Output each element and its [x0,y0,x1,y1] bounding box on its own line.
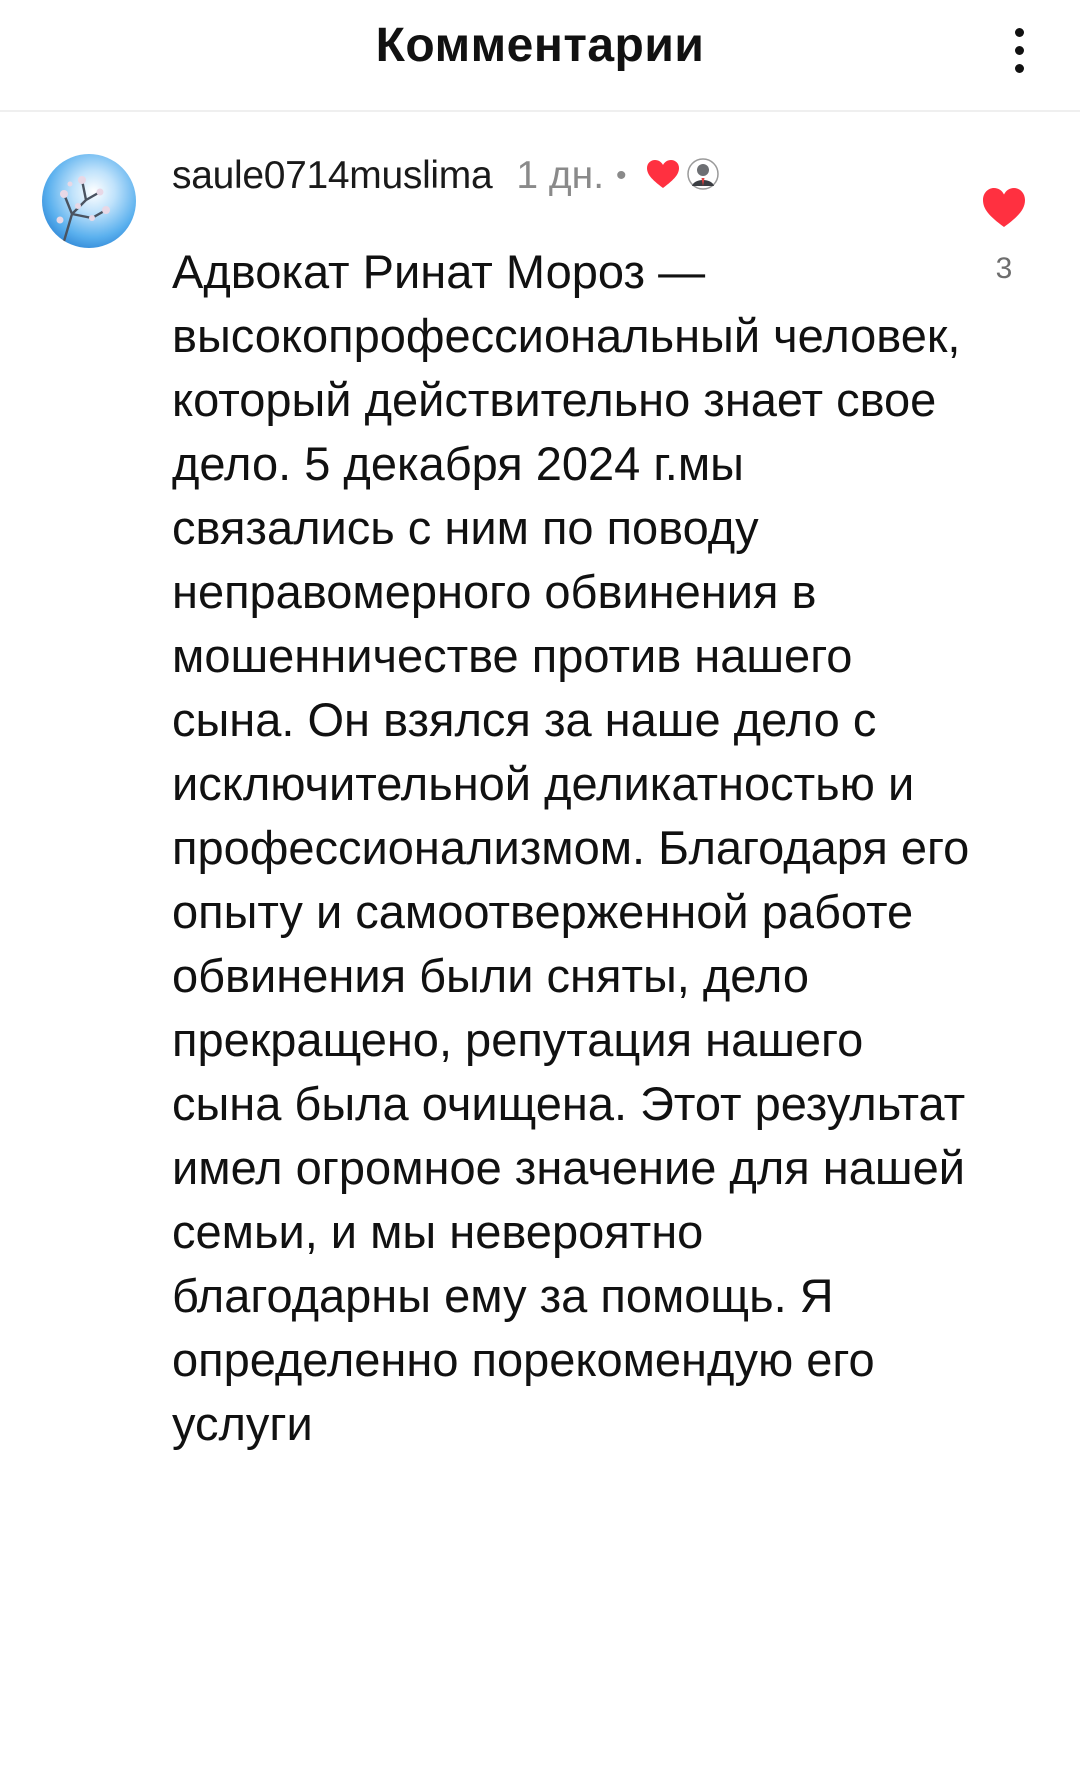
more-vertical-icon [1015,28,1024,37]
separator-dot: • [616,159,627,192]
timestamp: 1 дн. [516,154,605,197]
username-link[interactable]: saule0714muslima [172,154,493,197]
page-title: Комментарии [375,19,705,72]
comment-meta [172,150,727,202]
like-button[interactable] [980,184,1028,232]
more-vertical-icon-dot [1015,64,1024,73]
more-options-button[interactable] [998,14,1042,86]
avatar[interactable] [42,154,136,248]
heart-with-creator-avatar-icon [643,156,727,196]
like-count: 3 [995,252,1013,285]
comments-header [0,0,1080,112]
more-vertical-icon-dot [1015,46,1024,55]
heart-filled-icon [980,184,1028,232]
comment-text: Адвокат Ринат Мороз — высокопрофессиональный человек, который действительно знает свое дело. 5 декабря 2024 г.мы связались с ним по поводу неправомерного обвинения в мошенничестве против нашего сына. Он взялся за наше дело с исключительной деликатностью и профессионализмом. Благодаря его опыту и самоотверженной работе обвинения были сняты, дело прекращено, репутация нашего сына была очищена. Этот результат имел огромное значение для нашей семьи, и мы невероятно благодарны ему за помощь. Я определенно порекомендую его услуги [172,245,970,1450]
profile-photo-icon [42,154,136,248]
